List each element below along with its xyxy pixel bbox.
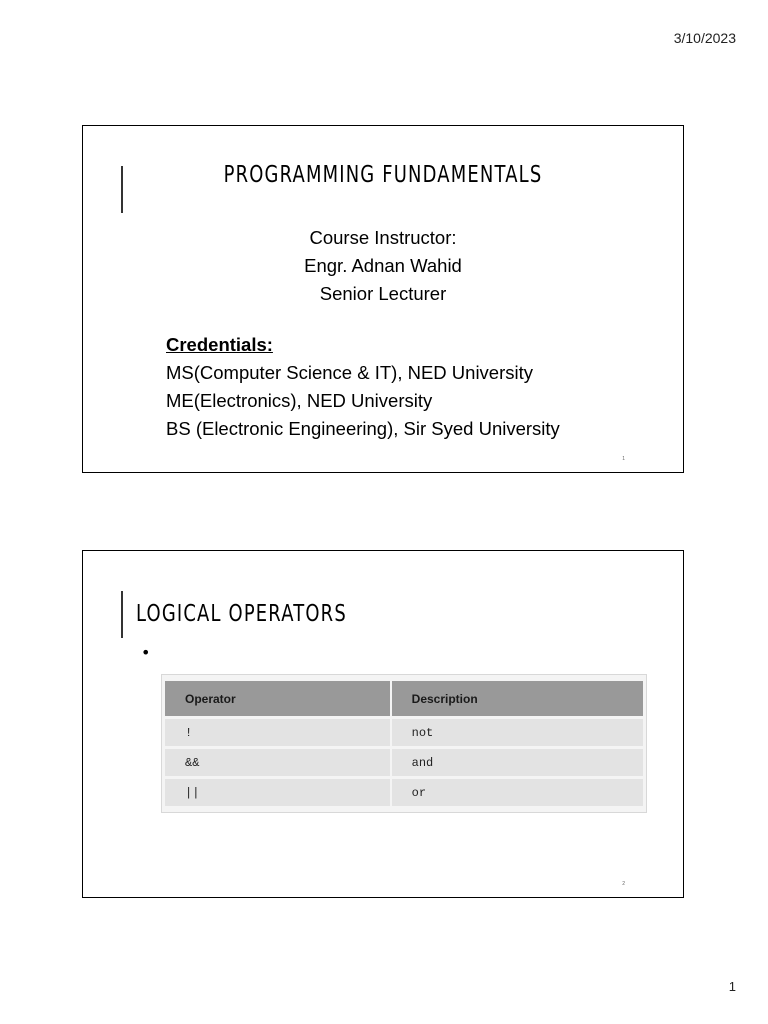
description-cell: not (390, 719, 643, 746)
table-row (165, 719, 643, 746)
instructor-position: Senior Lecturer (319, 283, 447, 304)
operators-table (161, 674, 647, 813)
operator-cell: && (165, 749, 390, 776)
table-header-operator: Operator (165, 681, 390, 716)
credentials-block (166, 331, 560, 443)
instructor-label: Course Instructor: (309, 227, 457, 248)
accent-bar (121, 591, 123, 638)
description-cell: or (390, 779, 643, 806)
slide-title-heading: PROGRAMMING FUNDAMENTALS (223, 162, 543, 188)
page-date: 3/10/2023 (673, 30, 736, 46)
table-header-description: Description (390, 681, 643, 716)
instructor-block (83, 224, 683, 308)
description-cell: and (390, 749, 643, 776)
operator-cell: ! (165, 719, 390, 746)
credentials-heading: Credentials: (166, 334, 273, 355)
page-number: 1 (728, 979, 736, 994)
credential-item: BS (Electronic Engineering), Sir Syed University (166, 418, 560, 439)
table-row (165, 779, 643, 806)
slide-title (82, 125, 684, 473)
slide-number: 2 (622, 881, 625, 887)
slide-heading: LOGICAL OPERATORS (136, 601, 347, 627)
credential-item: ME(Electronics), NED University (166, 390, 433, 411)
table-row (165, 749, 643, 776)
bullet-point: • (141, 643, 151, 662)
instructor-name: Engr. Adnan Wahid (304, 255, 462, 276)
slide-logical-operators (82, 550, 684, 898)
slide-number: 1 (622, 456, 625, 462)
credential-item: MS(Computer Science & IT), NED University (166, 362, 534, 383)
operator-cell: || (165, 779, 390, 806)
accent-bar (121, 166, 123, 213)
